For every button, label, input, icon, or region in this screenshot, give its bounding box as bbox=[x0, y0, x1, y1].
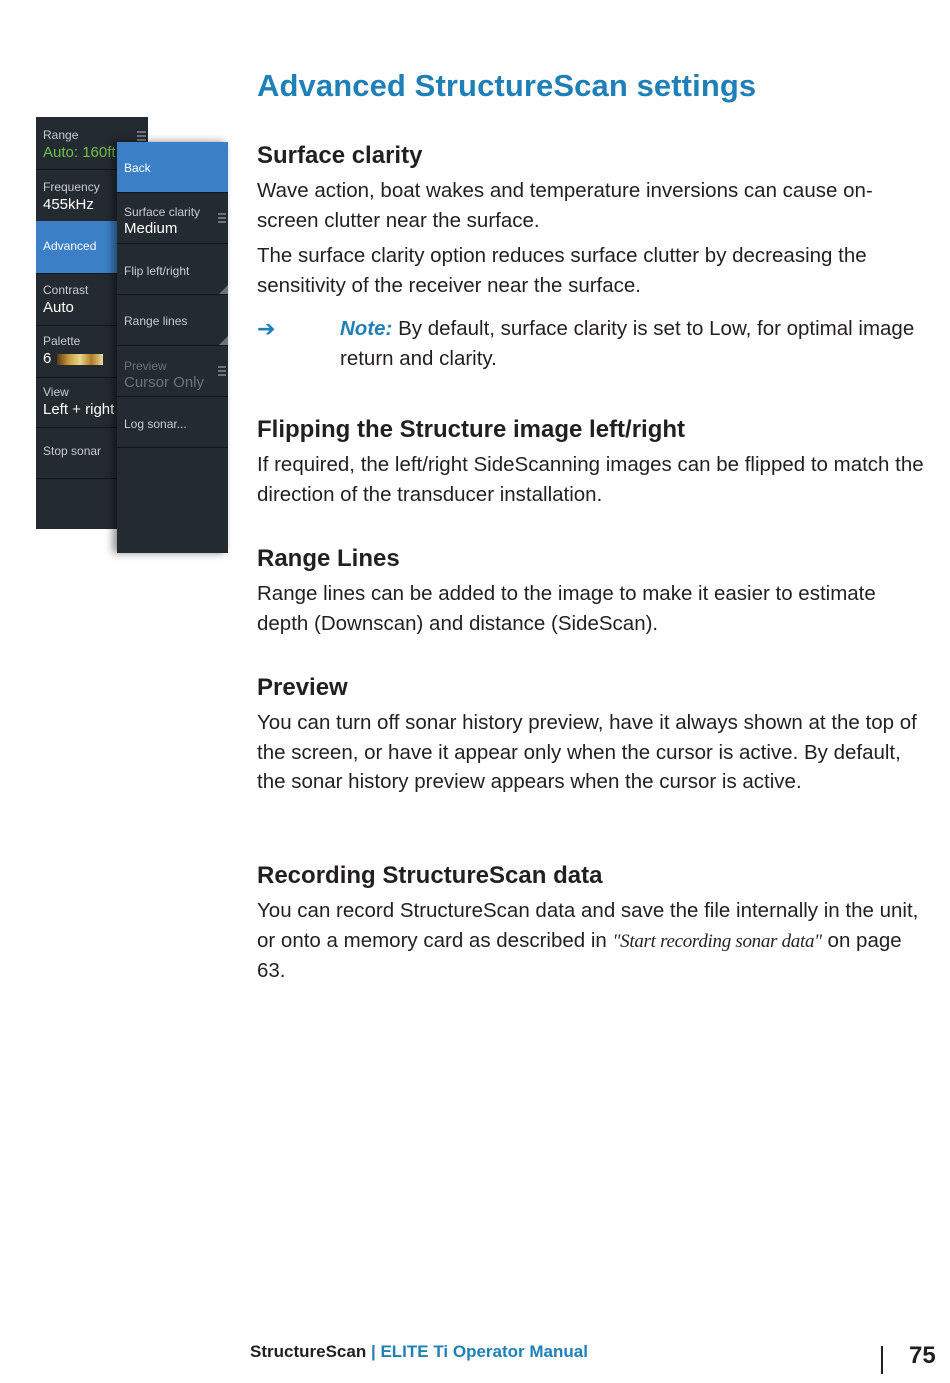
footer-manual-title: ELITE Ti Operator Manual bbox=[380, 1342, 588, 1361]
menu-item-log-sonar[interactable] bbox=[117, 397, 228, 448]
menu-item-stop-sonar-label: Stop sonar bbox=[43, 444, 102, 458]
heading-range-lines: Range Lines bbox=[257, 545, 400, 572]
menu-item-frequency-label: Frequency bbox=[43, 180, 100, 194]
menu-item-surface-clarity-label: Surface clarity bbox=[124, 205, 201, 219]
menu-item-range-lines[interactable] bbox=[117, 295, 228, 346]
menu-item-back[interactable] bbox=[117, 142, 228, 193]
recording-text-end: on page 63. bbox=[257, 928, 902, 982]
drag-handle-icon bbox=[137, 131, 146, 133]
menu-item-contrast-label: Contrast bbox=[43, 283, 89, 297]
heading-recording: Recording StructureScan data bbox=[257, 862, 603, 889]
page-number-divider bbox=[881, 1346, 883, 1374]
menu-item-preview[interactable] bbox=[117, 346, 228, 397]
menu-item-contrast-value: Auto bbox=[43, 299, 74, 316]
menu-item-advanced-label: Advanced bbox=[43, 239, 97, 253]
menu-item-back-label: Back bbox=[124, 161, 151, 175]
menu-item-flip-left-right[interactable] bbox=[117, 244, 228, 295]
note-label: Note: bbox=[340, 317, 393, 340]
drag-handle-icon bbox=[218, 366, 226, 368]
heading-preview: Preview bbox=[257, 674, 348, 701]
surface-clarity-paragraph-1: Wave action, boat wakes and temperature inversions can cause on-screen clutter near the surface. bbox=[257, 179, 873, 232]
page-footer bbox=[250, 1342, 588, 1362]
heading-flipping: Flipping the Structure image left/right bbox=[257, 416, 686, 443]
surface-clarity-paragraph-2: The surface clarity option reduces surface clutter by decreasing the sensitivity of the receiver near the surface. bbox=[257, 244, 867, 297]
recording-text-start: You can record StructureScan data and save the file internally in the unit, or onto a memory card as described in bbox=[257, 899, 919, 952]
menu-item-frequency-value: 455kHz bbox=[43, 196, 94, 213]
menu-item-range-value: Auto: 160ft bbox=[43, 144, 116, 161]
note-text: By default, surface clarity is set to Low, for optimal image return and clarity. bbox=[340, 317, 915, 370]
menu-item-log-sonar-label: Log sonar... bbox=[124, 417, 187, 431]
recording-paragraph bbox=[257, 896, 927, 986]
drag-handle-icon bbox=[218, 213, 226, 215]
submenu-corner-icon bbox=[219, 285, 228, 294]
menu-item-surface-clarity-value: Medium bbox=[124, 220, 178, 237]
menu-item-view-value: Left + right bbox=[43, 401, 115, 418]
palette-swatch bbox=[57, 354, 103, 365]
range-lines-paragraph: Range lines can be added to the image to make it easier to estimate depth (Downscan) and distance (SideScan). bbox=[257, 582, 876, 635]
submenu-corner-icon bbox=[219, 336, 228, 345]
menu-item-range-lines-label: Range lines bbox=[124, 314, 188, 328]
menu-item-palette-value: 6 bbox=[43, 350, 52, 367]
note-arrow-icon: ➔ bbox=[257, 316, 276, 341]
menu-item-view-label: View bbox=[43, 385, 69, 399]
menu-item-palette-label: Palette bbox=[43, 334, 81, 348]
footer-separator: | bbox=[370, 1342, 376, 1361]
preview-paragraph: You can turn off sonar history preview, have it always shown at the top of the screen, or have it appear only when the cursor is active. By default, the sonar history preview appears when the cursor is active. bbox=[257, 711, 917, 793]
menu-item-flip-label: Flip left/right bbox=[124, 264, 190, 278]
menu-item-surface-clarity[interactable] bbox=[117, 193, 228, 244]
menu-item-preview-value: Cursor Only bbox=[124, 374, 205, 391]
heading-surface-clarity: Surface clarity bbox=[257, 142, 423, 169]
menu-item-preview-label: Preview bbox=[124, 359, 167, 373]
note-paragraph bbox=[340, 314, 930, 373]
page-number: 75 bbox=[909, 1342, 936, 1369]
page-title: Advanced StructureScan settings bbox=[257, 68, 757, 103]
flipping-paragraph: If required, the left/right SideScanning images can be flipped to match the direction of the transducer installation. bbox=[257, 453, 924, 506]
cross-reference-link[interactable]: "Start recording sonar data" bbox=[612, 930, 822, 952]
menu-item-range-label: Range bbox=[43, 128, 79, 142]
advanced-submenu bbox=[117, 142, 228, 553]
footer-section: StructureScan bbox=[250, 1342, 367, 1361]
